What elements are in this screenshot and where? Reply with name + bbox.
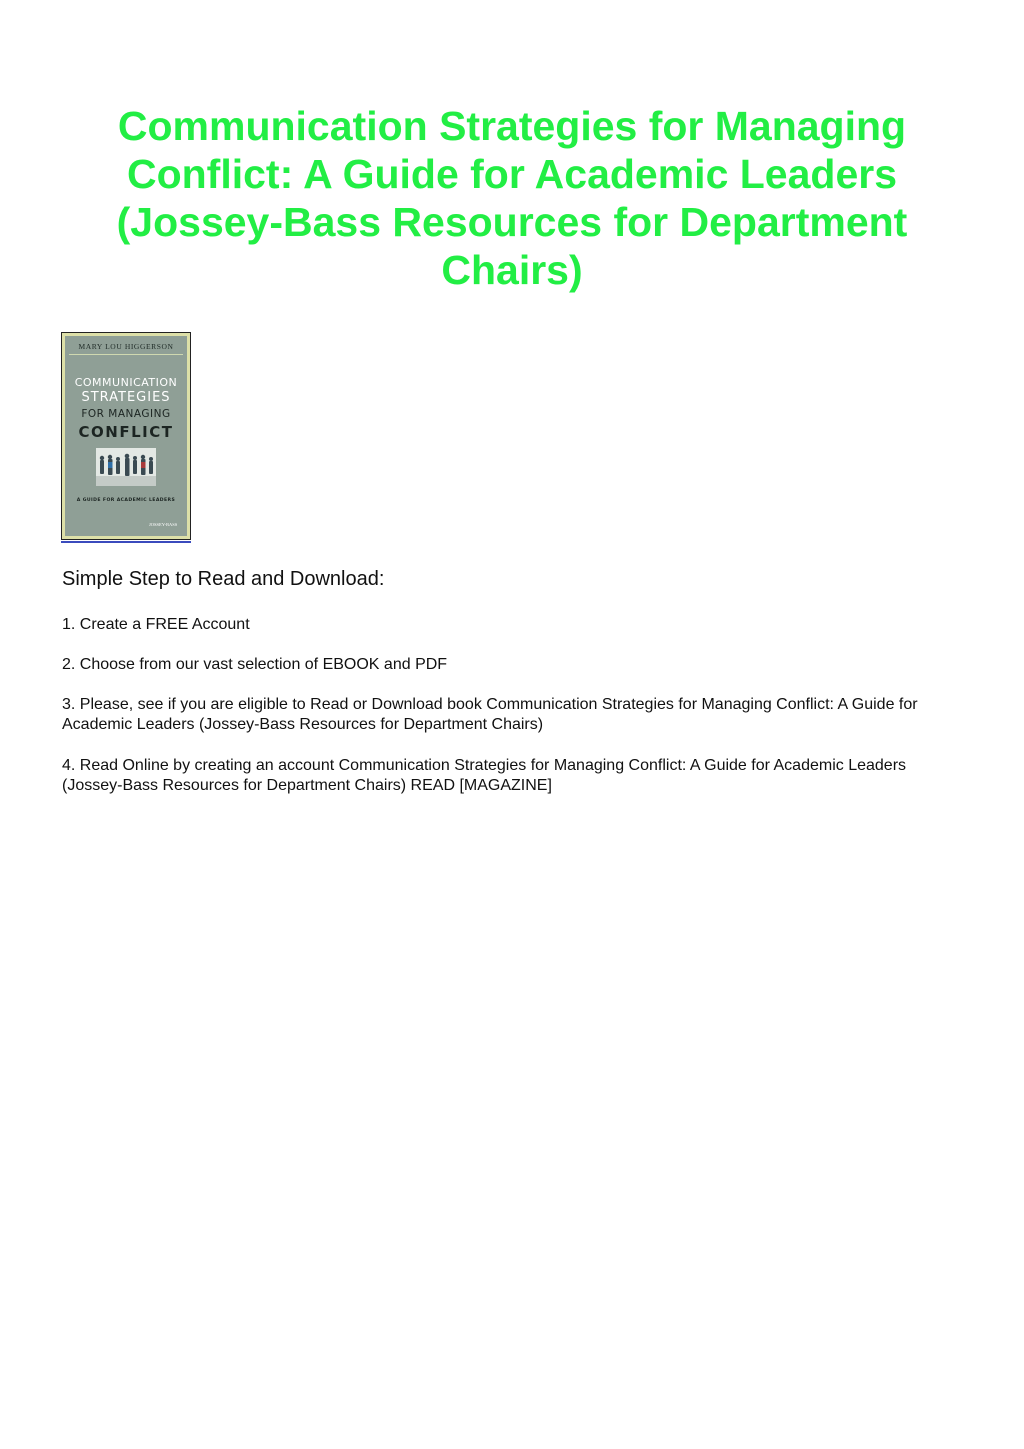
step-create-account: 1. Create a FREE Account — [62, 616, 250, 633]
step-choose-selection: 2. Choose from our vast selection of EBOOK and PDF — [62, 656, 448, 673]
cover-title-line-2: STRATEGIES — [81, 390, 171, 405]
cover-subtitle: A GUIDE FOR ACADEMIC LEADERS — [76, 498, 176, 503]
cover-publisher-logo: JOSSEY-BASS — [149, 522, 178, 527]
cover-divider — [69, 354, 183, 355]
cover-title-line-1: COMMUNICATION — [74, 376, 178, 389]
book-cover-image — [61, 332, 191, 540]
cover-link-underline — [61, 541, 191, 543]
step-check-eligibility: 3. Please, see if you are eligible to Read or Download book Communication Strategies for Managing Conflict: A Guide for Academic Leaders (Jossey-Bass Resources for Department Chairs) — [62, 696, 918, 733]
steps-heading: Simple Step to Read and Download: — [62, 568, 385, 590]
cover-title-line-3: FOR MANAGING — [81, 408, 171, 420]
cover-panel — [65, 336, 187, 536]
cover-photo-people — [96, 448, 156, 486]
cover-author: MARY LOU HIGGERSON — [78, 342, 174, 351]
book-cover-link[interactable] — [61, 332, 191, 544]
cover-title-line-4: CONFLICT — [78, 423, 174, 441]
cover-photo — [96, 448, 156, 486]
step-read-online: 4. Read Online by creating an account Communication Strategies for Managing Conflict: A Guide for Academic Leaders (Jossey-Bass Resources for Department Chairs) READ [MAGAZINE] — [62, 757, 907, 794]
page-title: Communication Strategies for Managing Conflict: A Guide for Academic Leaders (Jossey-Bass Resources for Department Chairs) — [116, 103, 908, 293]
